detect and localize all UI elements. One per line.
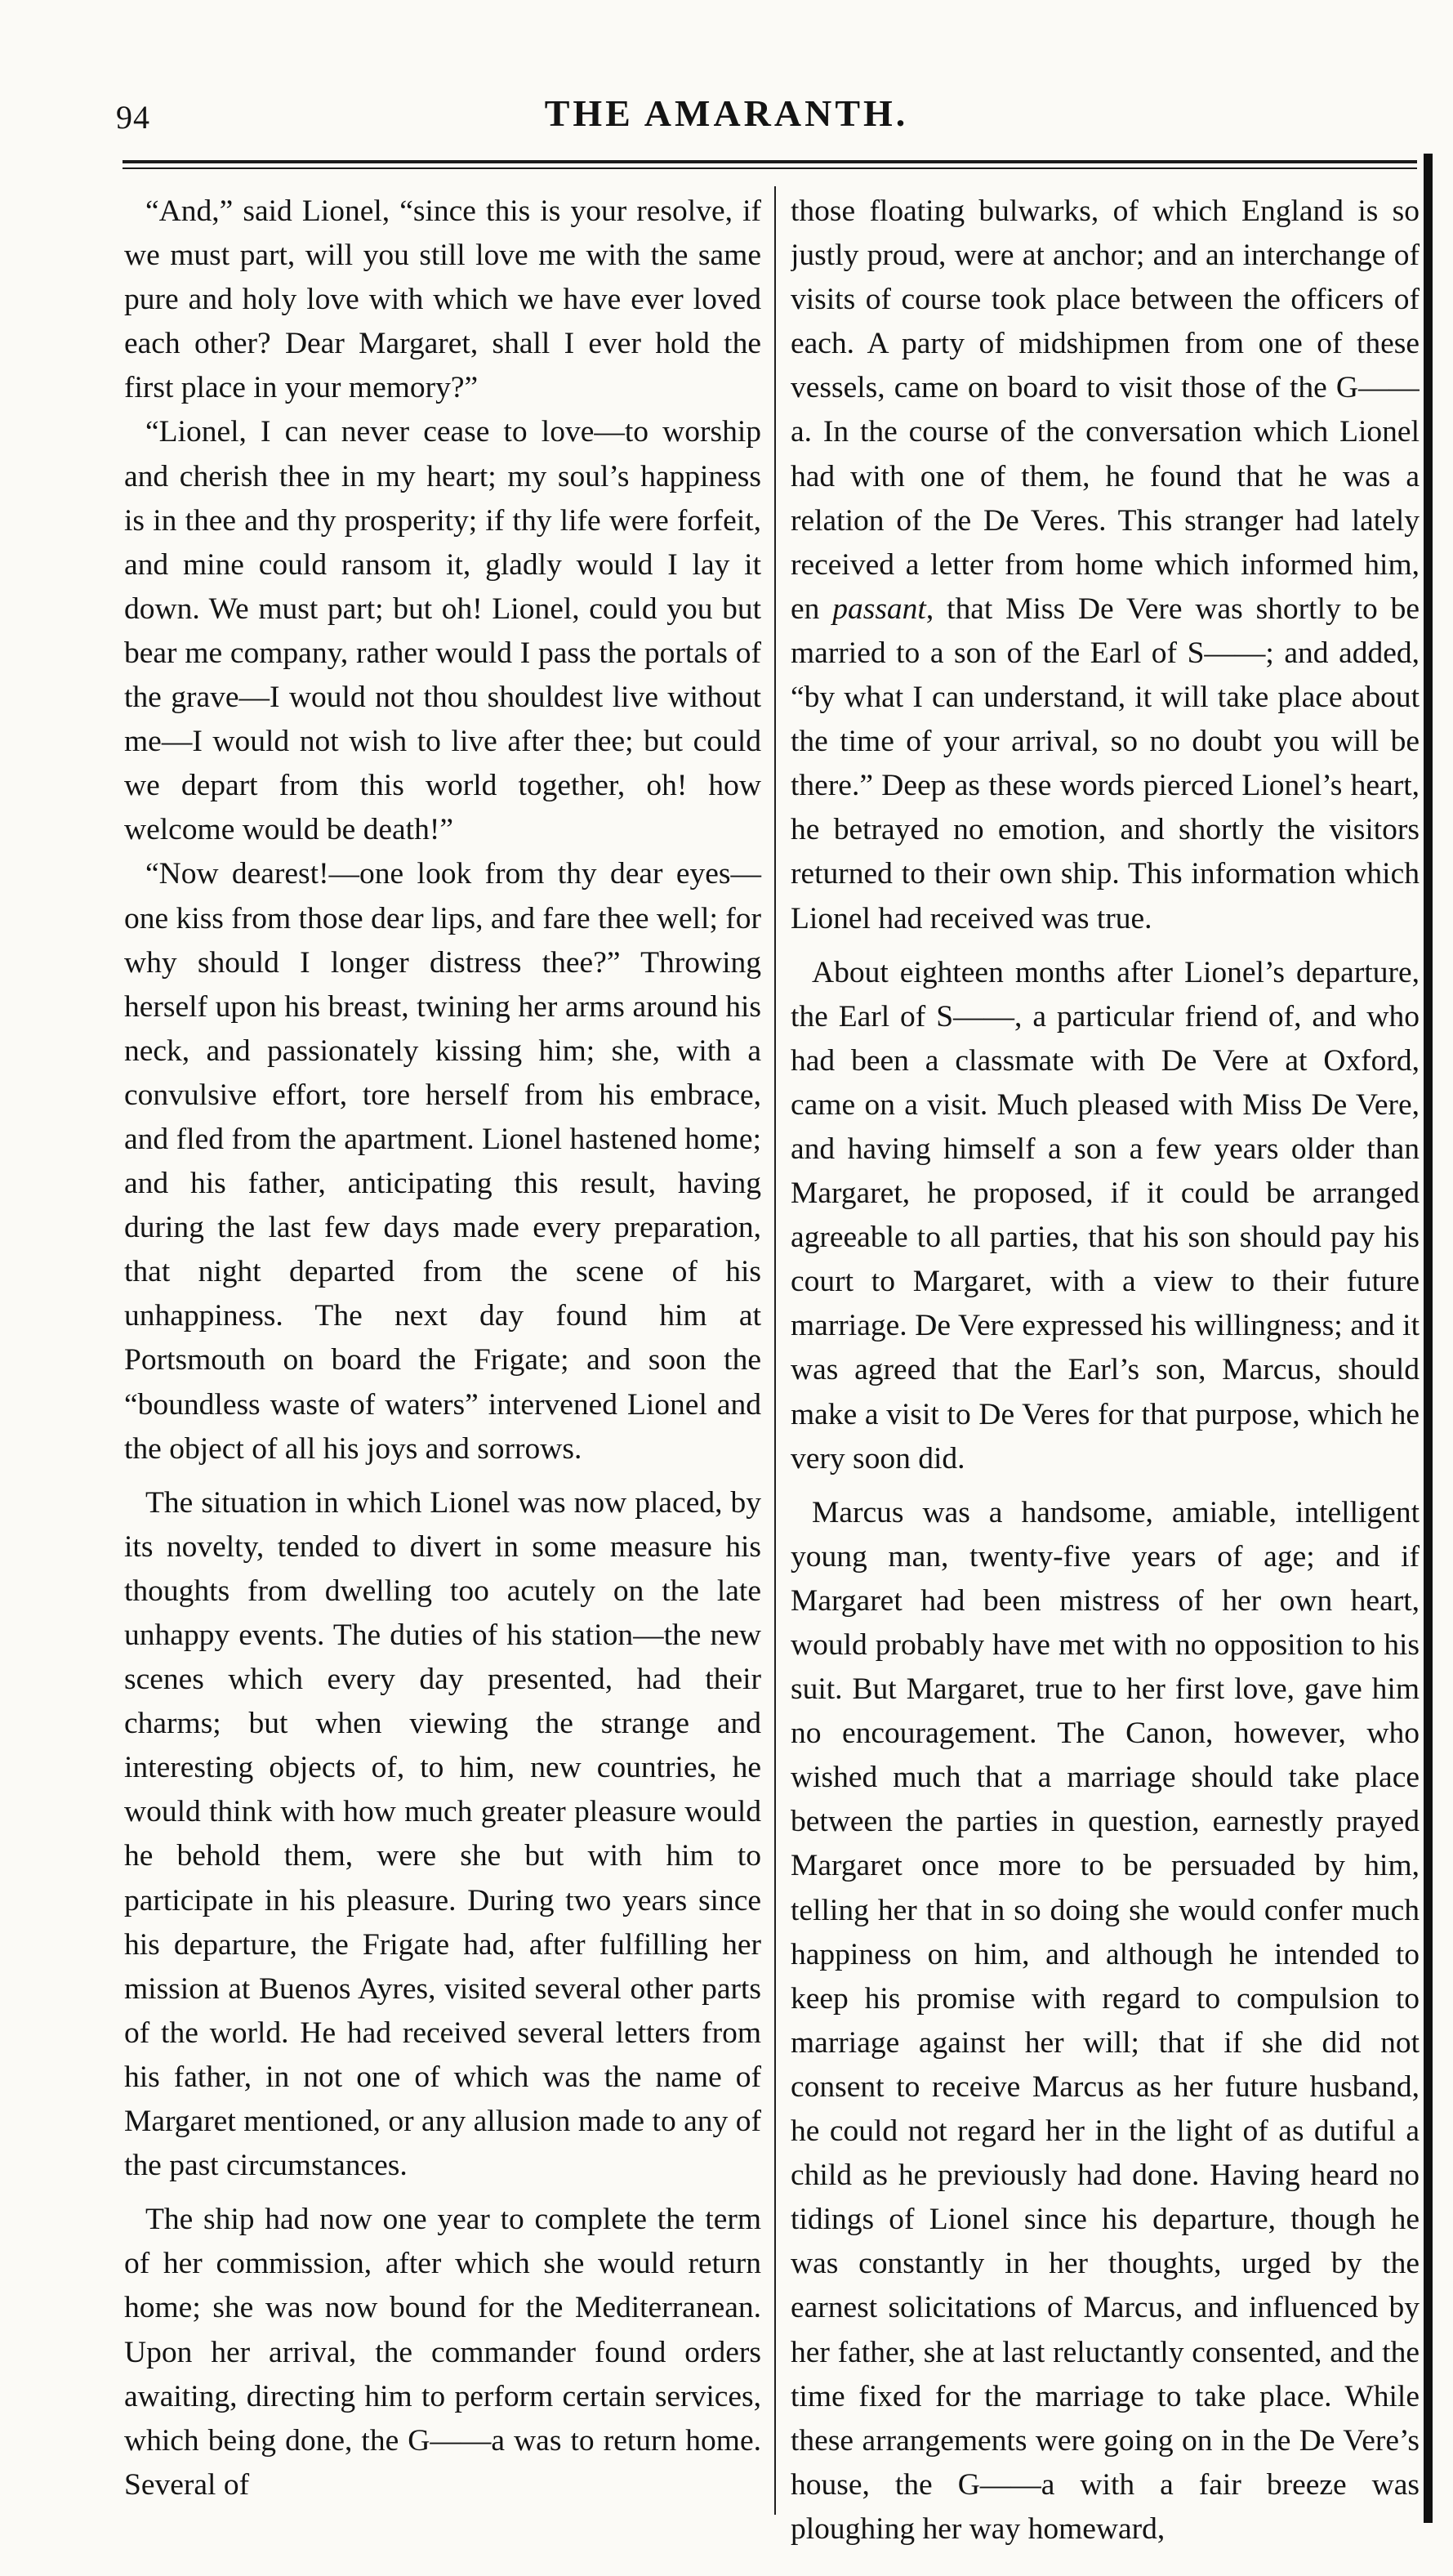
column-divider xyxy=(774,186,776,2515)
paragraph: “Lionel, I can never cease to love—to worship and cherish thee in my heart; my soul’s happiness is in thee and thy prosperity; if thy life were forfeit, and mine could ransom it, gladly would I lay it down. We must part; but oh! Lionel, could you but bear me company, rather would I pass the portals of the grave—I would not thou shouldest live without me—I would not wish to live after thee; but could we depart from this world together, oh! how welcome would be death!” xyxy=(124,415,761,847)
paragraph xyxy=(791,190,1420,941)
right-column xyxy=(791,190,1420,2551)
header-rule-thin xyxy=(123,167,1417,169)
paragraph: “Now dearest!—one look from thy dear eyes—one kiss from those dear lips, and fare thee well; for why should I longer distress thee?” Throwing herself upon his breast, twining her arms around his neck, and passionately kissing him; she, with a convulsive effort, tore herself from his embrace, and fled from the apartment. Lionel hastened home; and his father, anticipating this result, having during the last few days made every preparation, that night departed from the scene of his unhappiness. The next day found him at Portsmouth on board the Frigate; and soon the “boundless waste of waters” intervened Lionel and the object of all his joys and sorrows. xyxy=(124,857,761,1466)
page-edge-bar xyxy=(1424,154,1433,2523)
paragraph: Marcus was a handsome, amiable, intelligent young man, twenty-five years of age; and if Margaret had been mistress of her own heart, would probably have met with no opposition to his suit. But Margaret, true to her first love, gave him no encouragement. The Canon, however, who wished much that a marriage should take place between the parties in question, earnestly prayed Margaret once more to be persuaded by him, telling her that in so doing she would confer much happiness on him, and although he intended to keep his promise with regard to compulsion to marriage against her will; that if she did not consent to receive Marcus as her future husband, he could not regard her in the light of as dutiful a child as he previously had done. Having heard no tidings of Lionel since his departure, though he was constantly in her thoughts, urged by the earnest solicitations of Marcus, and influenced by her father, she at last reluctantly consented, and the time fixed for the marriage to take place. While these arrangements were going on in the De Vere’s house, the G——a with a fair breeze was ploughing her way homeward, xyxy=(791,1495,1420,2546)
paragraph: The ship had now one year to complete the term of her commission, after which she would return home; she was now bound for the Mediterranean. Upon her arrival, the commander found orders awaiting, directing him to perform certain services, which being done, the G——a was to return home. Several of xyxy=(124,2203,761,2502)
paragraph: The situation in which Lionel was now placed, by its novelty, tended to divert in some measure his thoughts from dwelling too acutely on the late unhappy events. The duties of his station—the new scenes which every day presented, had their charms; but when viewing the strange and interesting objects of, to him, new countries, he would think with how much greater pleasure would he behold them, were she but with him to participate in his pleasure. During two years since his departure, the Frigate had, after fulfilling her mission at Buenos Ayres, visited several other parts of the world. He had received several letters from his father, in not one of which was the name of Margaret mentioned, or any allusion made to any of the past circumstances. xyxy=(124,1485,761,2183)
running-head: THE AMARANTH. xyxy=(544,92,909,134)
left-column xyxy=(124,190,761,2507)
text-run: those floating bulwarks, of which England is so justly proud, were at anchor; and an interchange of visits of course took place between the officers of each. A party of midshipmen from one of these vessels, came on board to visit those of the G——a. In the course of the conversation which Lionel had with one of them, he found that he was a relation of the De Veres. This stranger had lately received a letter from home which informed him, en xyxy=(791,194,1420,626)
italic-word: passant xyxy=(832,592,926,626)
header-rule xyxy=(123,160,1417,163)
paragraph: About eighteen months after Lionel’s departure, the Earl of S——, a particular friend of, and who had been a classmate with De Vere at Oxford, came on a visit. Much pleased with Miss De Vere, and having himself a son a few years older than Margaret, he proposed, if it could be arranged agreeable to all parties, that his son should pay his court to Margaret, with a view to their future marriage. De Vere expressed his willingness; and it was agreed that the Earl’s son, Marcus, should make a visit to De Veres for that purpose, which he very soon did. xyxy=(791,955,1420,1476)
paragraph: “And,” said Lionel, “since this is your resolve, if we must part, will you still love me with the same pure and holy love with which we have ever loved each other? Dear Margaret, shall I ever hold the first place in your memory?” xyxy=(124,194,761,405)
text-run: , that Miss De Vere was shortly to be married to a son of the Earl of S——; and added, “by what I can understand, it will take place about the time of your arrival, so no doubt you will be there.” Deep as these words pierced Lionel’s heart, he betrayed no emotion, and shortly the visitors returned to their own ship. This information which Lionel had received was true. xyxy=(791,592,1420,935)
page-number: 94 xyxy=(116,99,150,136)
